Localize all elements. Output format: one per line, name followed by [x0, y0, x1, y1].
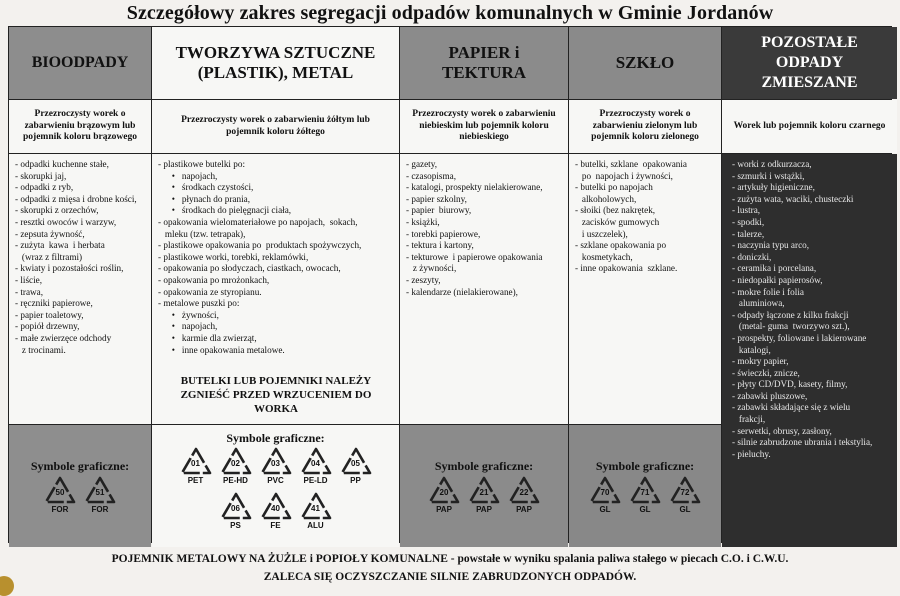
- list-item: - liście,: [15, 274, 43, 285]
- list-item: - ceramika i porcelana,: [732, 263, 817, 274]
- symbols-title: Symbole graficzne:: [434, 459, 534, 473]
- symbol-number: 71: [640, 488, 650, 497]
- list-item: - świeczki, znicze,: [732, 367, 800, 378]
- symbol-code: FE: [270, 521, 281, 530]
- list-zmieszane: [722, 154, 897, 547]
- list-item: - artykuły higieniczne,: [732, 182, 815, 193]
- recycle-triangle-icon: [427, 475, 461, 505]
- list-item: (metal- guma tworzywo szt.),: [732, 321, 850, 332]
- coin-edge: [0, 576, 14, 596]
- list-item: - naczynia typu arco,: [732, 240, 810, 251]
- list-papier: [400, 154, 568, 424]
- list-item: - worki z odkurzacza,: [732, 159, 812, 169]
- symbol-code: FOR: [51, 505, 69, 514]
- list-item: - plastikowe butelki po:: [158, 159, 246, 169]
- list-item: - metalowe puszki po:: [158, 298, 240, 309]
- list-item: • płynach do prania,: [158, 193, 251, 204]
- bag-zmieszane: Worek lub pojemnik koloru czarnego: [722, 100, 897, 153]
- list-item: - pieluchy.: [732, 448, 771, 459]
- page-title: Szczegółowy zakres segregacji odpadów komunalnych w Gminie Jordanów: [126, 2, 774, 24]
- recycling-symbol: [216, 491, 256, 530]
- recycling-symbol: [665, 475, 705, 514]
- list-item: - tektura i kartony,: [406, 240, 474, 251]
- footer-line-1: POJEMNIK METALOWY NA ŻUŻLE i POPIOŁY KOMUNALNE - powstałe w wyniku spalania paliwa stałego w piecach C.O. i C.W.U.: [111, 553, 789, 565]
- list-item: - czasopisma,: [406, 170, 457, 181]
- recycle-triangle-icon: [299, 491, 333, 521]
- list-item: • karmie dla zwierząt,: [158, 332, 257, 343]
- symbol-code: PE-LD: [303, 476, 328, 485]
- list-item: - resztki owoców i warzyw,: [15, 216, 117, 227]
- symbol-number: 05: [351, 459, 360, 468]
- recycling-symbol: [336, 446, 376, 485]
- list-item: - książki,: [406, 216, 440, 227]
- symbol-code: PET: [187, 476, 204, 485]
- symbol-code: PVC: [267, 476, 284, 485]
- list-item: - papier szkolny,: [406, 193, 467, 204]
- list-item: - zużyta wata, waciki, chusteczki: [732, 193, 854, 204]
- recycle-triangle-icon: [259, 491, 293, 521]
- recycle-triangle-icon: [507, 475, 541, 505]
- list-item: - zepsuta żywność,: [15, 228, 85, 239]
- header-bioodpady: BIOODPADY: [9, 27, 151, 99]
- list-item: - tekturowe i papierowe opakowania: [406, 251, 543, 262]
- list-item: - butelki, szklane opakowania: [575, 159, 687, 169]
- list-plastik-metal: [152, 154, 399, 424]
- list-item: - odpadki z ryb,: [15, 182, 74, 193]
- recycle-triangle-icon: [299, 446, 333, 476]
- recycle-triangle-icon: [179, 446, 213, 476]
- list-item: aluminiowa,: [732, 298, 785, 309]
- symbol-code: PP: [350, 476, 361, 485]
- list-item: po napojach i żywności,: [575, 170, 673, 181]
- list-item: z trocinami.: [15, 344, 66, 355]
- recycling-symbol: [504, 475, 544, 514]
- bag-szklo: Przezroczysty worek o zabarwieniu zielonym lub pojemnik koloru zielonego: [569, 100, 721, 153]
- list-item: - mokry papier,: [732, 356, 789, 367]
- list-item: z żywności,: [406, 263, 457, 274]
- symbol-number: 51: [95, 488, 105, 497]
- list-item: - niedopałki papierosów,: [732, 274, 823, 285]
- list-item: - płyty CD/DVD, kasety, filmy,: [732, 379, 848, 390]
- symbol-number: 02: [231, 459, 240, 468]
- footer: [0, 550, 900, 586]
- symbol-code: PAP: [516, 505, 532, 514]
- list-item: - plastikowe worki, torebki, reklamówki,: [158, 251, 309, 262]
- list-item: - silnie zabrudzone ubrania i tekstylia,: [732, 437, 873, 448]
- list-item: alkoholowych,: [575, 193, 637, 204]
- list-item: mleku (tzw. tetrapak),: [158, 228, 246, 239]
- symbol-number: 21: [479, 488, 489, 497]
- recycling-symbol: [256, 446, 296, 485]
- list-item: • napojach,: [158, 170, 218, 181]
- symbol-code: FOR: [91, 505, 109, 514]
- header-plastik-metal: TWORZYWA SZTUCZNE (PLASTIK), METAL: [152, 27, 399, 99]
- list-item: katalogi,: [732, 344, 771, 355]
- segregation-table: [8, 26, 892, 543]
- symbols-bioodpady: [9, 425, 151, 547]
- recycling-symbol: [296, 491, 336, 530]
- symbols-szklo: [569, 425, 721, 547]
- list-item: (wraz z filtrami): [15, 251, 83, 262]
- list-item: - zeszyty,: [406, 274, 441, 285]
- header-szklo: SZKŁO: [569, 27, 721, 99]
- list-item: i uszczelek),: [575, 228, 628, 239]
- list-item: - plastikowe opakowania po produktach spożywczych,: [158, 240, 362, 251]
- list-item: • napojach,: [158, 321, 218, 332]
- list-item: - doniczki,: [732, 251, 772, 262]
- recycling-symbol: [176, 446, 216, 485]
- symbol-number: 40: [271, 504, 280, 513]
- symbol-code: GL: [679, 505, 691, 514]
- list-item: - mokre folie i folia: [732, 286, 804, 297]
- recycling-symbol: [40, 475, 80, 514]
- list-item: - opakowania ze styropianu.: [158, 286, 262, 297]
- recycling-symbol: [464, 475, 504, 514]
- list-item: - trawa,: [15, 286, 44, 297]
- recycle-triangle-icon: [628, 475, 662, 505]
- list-item: • żywności,: [158, 309, 219, 320]
- symbol-number: 72: [680, 488, 690, 497]
- recycle-triangle-icon: [339, 446, 373, 476]
- symbol-code: PE-HD: [223, 476, 248, 485]
- list-item: - katalogi, prospekty nielakierowane,: [406, 182, 543, 193]
- list-item: • środkach czystości,: [158, 182, 254, 193]
- recycle-triangle-icon: [467, 475, 501, 505]
- list-item: - popiół drzewny,: [15, 321, 80, 332]
- list-item: - opakowania po mrożonkach,: [158, 274, 270, 285]
- list-item: - opakowania po słodyczach, ciastkach, owocach,: [158, 263, 341, 274]
- symbol-code: PAP: [476, 505, 492, 514]
- list-item: • środkach do pielęgnacji ciała,: [158, 205, 292, 216]
- symbol-number: 20: [439, 488, 449, 497]
- recycling-symbol: [80, 475, 120, 514]
- list-item: - inne opakowania szklane.: [575, 263, 678, 274]
- symbol-number: 06: [231, 504, 240, 513]
- recycling-symbol: [256, 491, 296, 530]
- list-item: - odpadki kuchenne stałe,: [15, 159, 109, 169]
- list-item: - talerze,: [732, 228, 765, 239]
- bag-plastik-metal: Przezroczysty worek o zabarwieniu żółtym lub pojemnik koloru żółtego: [152, 100, 399, 153]
- list-item: frakcji,: [732, 414, 766, 425]
- symbols-plastik-metal: [152, 425, 399, 547]
- list-item: - skorupki z orzechów,: [15, 205, 99, 216]
- bag-papier: Przezroczysty worek o zabarwieniu niebieskim lub pojemnik koloru niebieskiego: [400, 100, 568, 153]
- header-zmieszane: POZOSTAŁE ODPADY ZMIESZANE: [722, 27, 897, 99]
- recycle-triangle-icon: [219, 491, 253, 521]
- list-item: - serwetki, obrusy, zasłony,: [732, 425, 832, 436]
- symbol-code: PAP: [436, 505, 452, 514]
- list-item: - zużyta kawa i herbata: [15, 240, 105, 251]
- list-item: - papier toaletowy,: [15, 309, 84, 320]
- list-item: kosmetykach,: [575, 251, 633, 262]
- symbol-number: 70: [600, 488, 610, 497]
- list-bioodpady: [9, 154, 151, 424]
- list-item: - opakowania wielomateriałowe po napojach, sokach,: [158, 216, 358, 227]
- list-item: • inne opakowania metalowe.: [158, 344, 285, 355]
- list-item: - torebki papierowe,: [406, 228, 481, 239]
- header-papier: PAPIER i TEKTURA: [400, 27, 568, 99]
- list-item: - prospekty, foliowane i lakierowane: [732, 332, 867, 343]
- list-item: - szklane opakowania po: [575, 240, 667, 251]
- recycle-triangle-icon: [668, 475, 702, 505]
- symbol-number: 22: [519, 488, 529, 497]
- recycle-triangle-icon: [588, 475, 622, 505]
- list-item: - odpadki z mięsa i drobne kości,: [15, 193, 137, 204]
- recycling-symbol: [424, 475, 464, 514]
- recycling-symbol: [296, 446, 336, 485]
- list-item: - lustra,: [732, 205, 761, 216]
- symbol-number: 03: [271, 459, 280, 468]
- list-item: - zabawki składające się z wielu: [732, 402, 851, 413]
- symbol-code: GL: [639, 505, 651, 514]
- list-item: - gazety,: [406, 159, 438, 169]
- list-item: - słoiki (bez nakrętek,: [575, 205, 656, 216]
- recycle-triangle-icon: [83, 475, 117, 505]
- list-item: - kwiaty i pozostałości roślin,: [15, 263, 124, 274]
- crush-note: BUTELKI LUB POJEMNIKI NALEŻY ZGNIEŚĆ PRZED WRZUCENIEM DO WORKA: [180, 375, 372, 416]
- footer-line-2: ZALECA SIĘ OCZYSZCZANIE SILNIE ZABRUDZONYCH ODPADÓW.: [263, 571, 637, 583]
- symbol-code: GL: [599, 505, 611, 514]
- list-item: - spodki,: [732, 216, 765, 227]
- symbol-number: 41: [311, 504, 320, 513]
- list-item: - zabawki pluszowe,: [732, 390, 808, 401]
- bag-bioodpady: Przezroczysty worek o zabarwieniu brązowym lub pojemnik koloru brązowego: [9, 100, 151, 153]
- list-szklo: [569, 154, 721, 424]
- symbols-title: Symbole graficzne:: [226, 431, 325, 445]
- recycle-triangle-icon: [43, 475, 77, 505]
- list-item: - szmurki i wstążki,: [732, 170, 805, 181]
- recycling-symbol: [625, 475, 665, 514]
- list-item: - papier biurowy,: [406, 205, 472, 216]
- recycle-triangle-icon: [259, 446, 293, 476]
- symbol-number: 50: [55, 488, 65, 497]
- list-item: - odpady łączone z kilku frakcji: [732, 309, 849, 320]
- recycle-triangle-icon: [219, 446, 253, 476]
- symbol-code: ALU: [307, 521, 324, 530]
- recycling-symbol: [216, 446, 256, 485]
- symbols-papier: [400, 425, 568, 547]
- list-item: zacisków gumowych: [575, 216, 660, 227]
- symbol-number: 04: [311, 459, 320, 468]
- list-item: - ręczniki papierowe,: [15, 298, 93, 309]
- symbol-number: 01: [191, 459, 200, 468]
- list-item: - butelki po napojach: [575, 182, 653, 193]
- symbol-code: PS: [230, 521, 241, 530]
- list-item: - skorupki jaj,: [15, 170, 67, 181]
- recycling-symbol: [585, 475, 625, 514]
- symbols-title: Symbole graficzne:: [595, 459, 695, 473]
- symbols-title: Symbole graficzne:: [30, 459, 130, 473]
- list-item: - małe zwierzęce odchody: [15, 332, 112, 343]
- list-item: - kalendarze (nielakierowane),: [406, 286, 518, 297]
